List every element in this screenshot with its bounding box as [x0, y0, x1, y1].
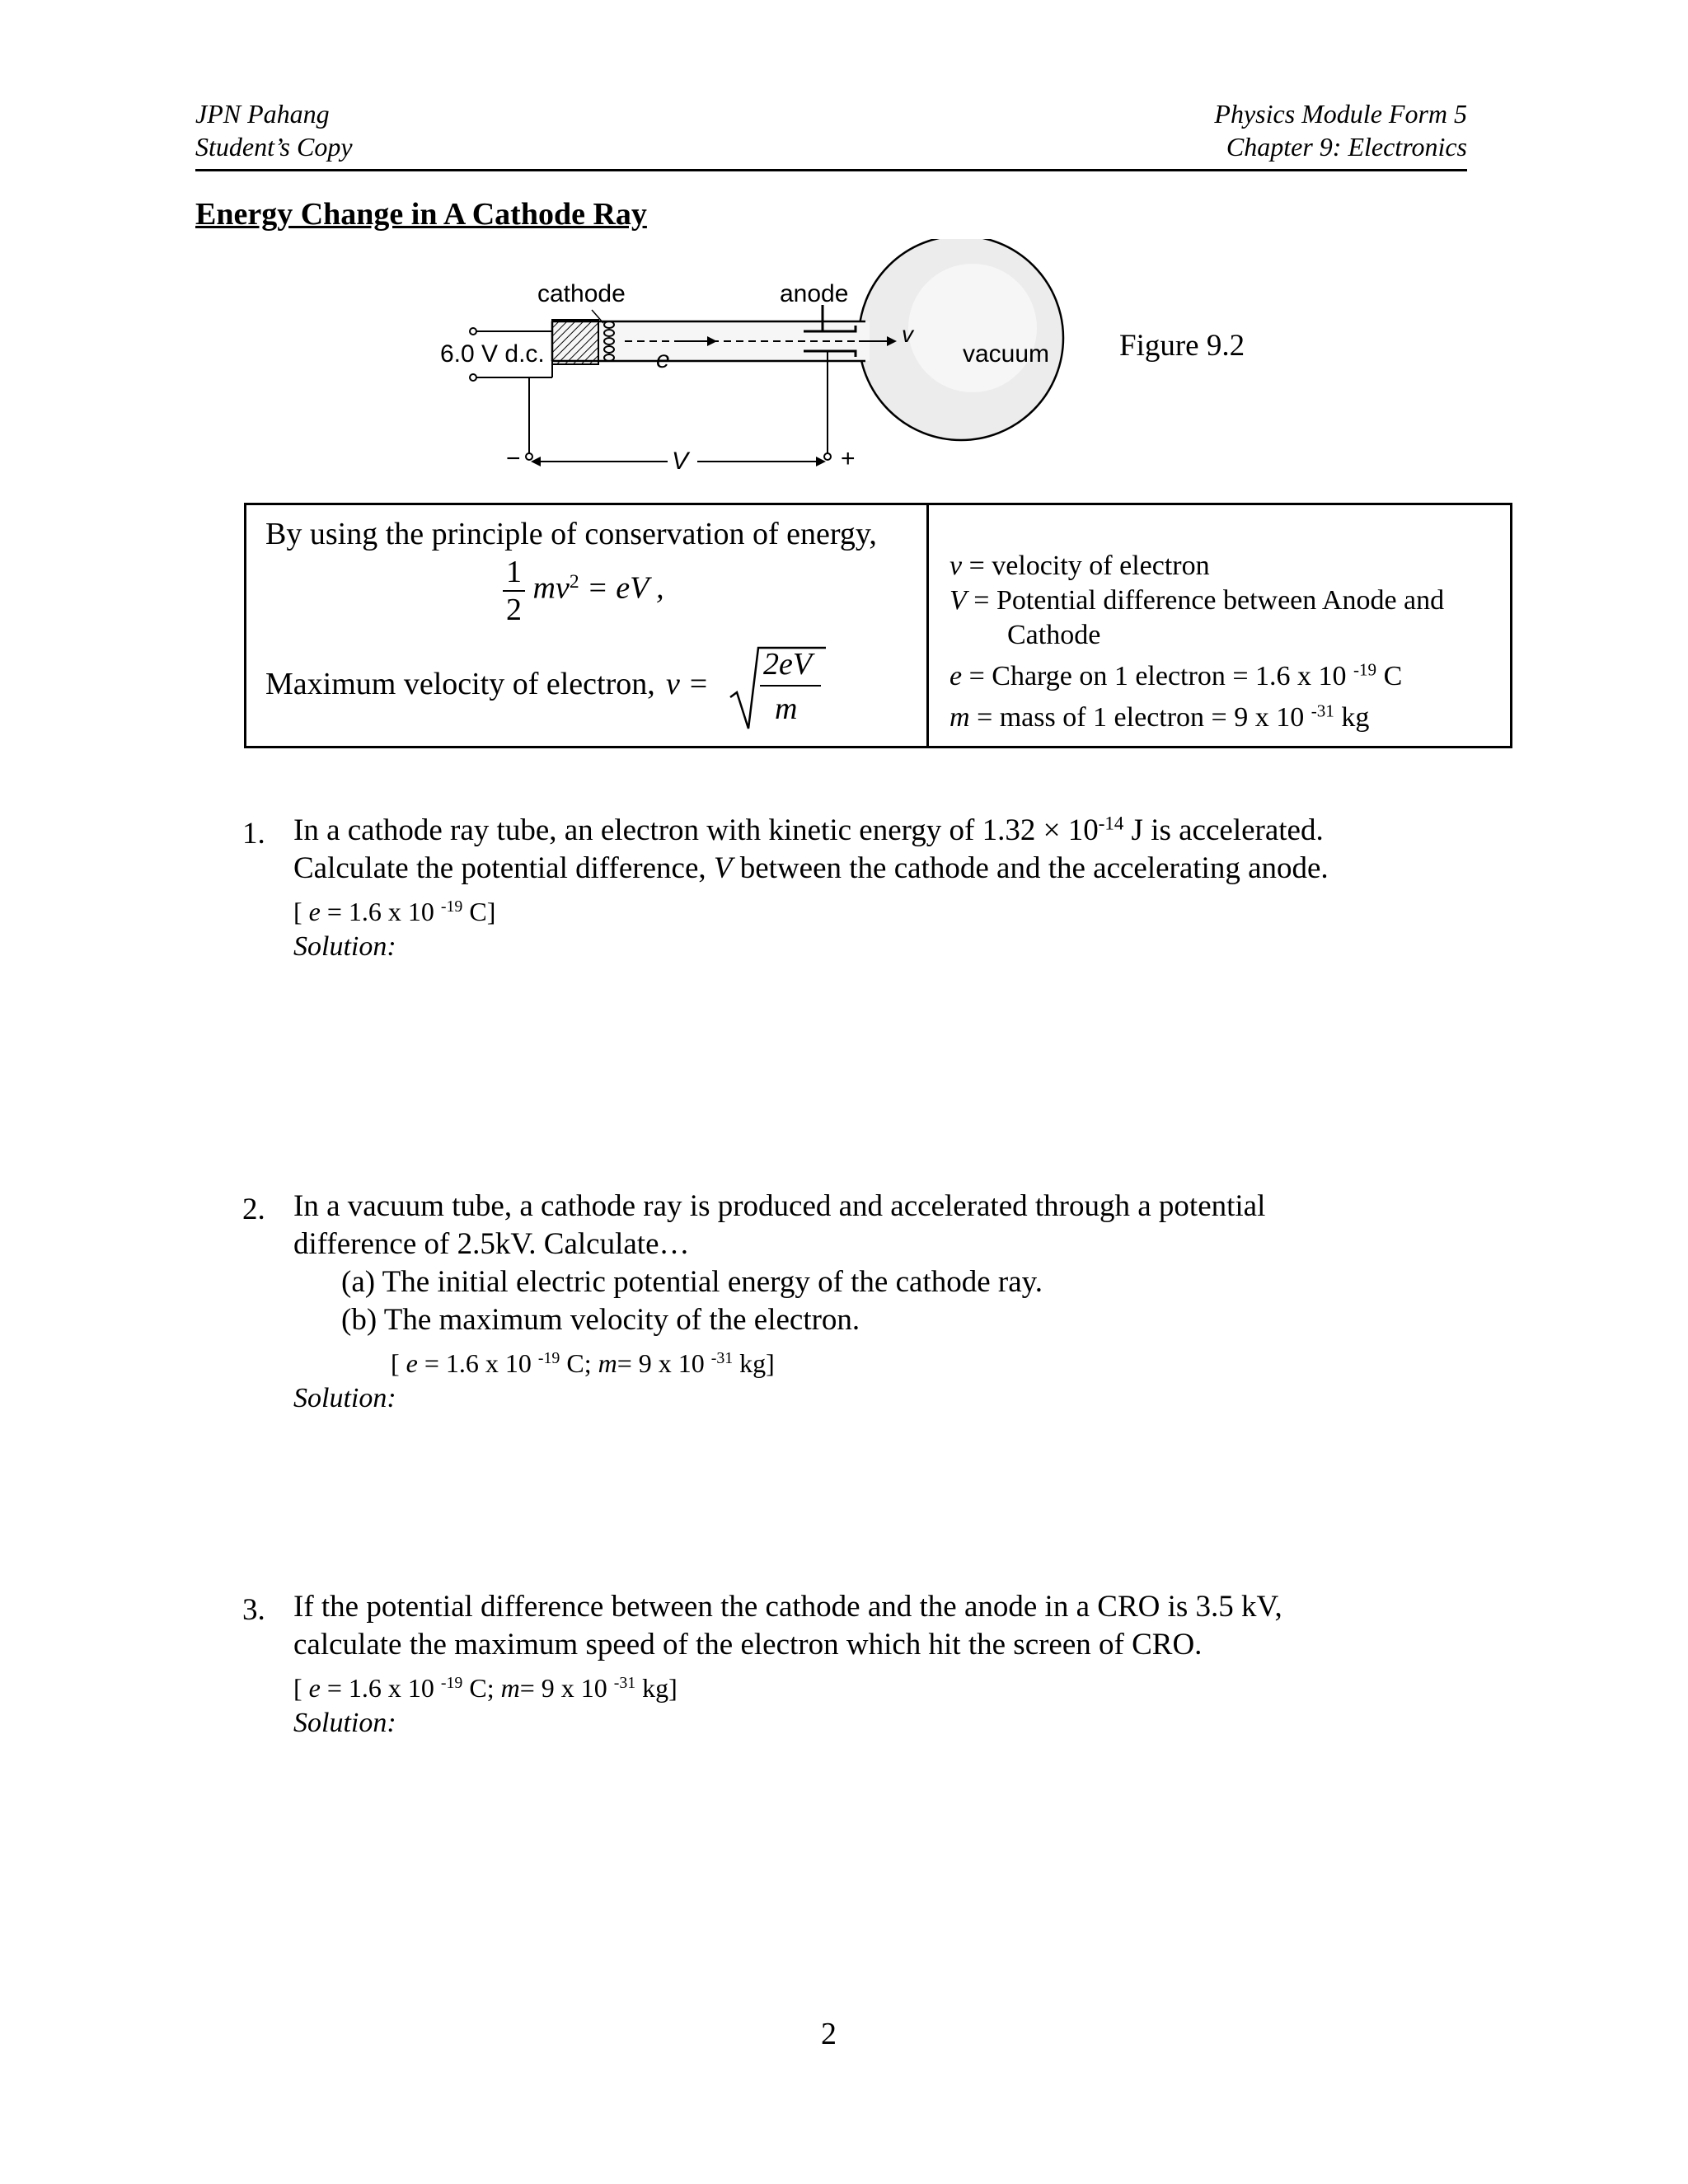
cathode-block: [552, 320, 598, 364]
half-fraction: $\frac{1}{2}$: [503, 554, 525, 628]
energy-equation: $\frac{1}{2}$ $mv^2$ = eV ,: [503, 554, 664, 628]
header-chapter: Chapter 9: Electronics: [1226, 132, 1467, 162]
def-velocity: v = velocity of electron: [950, 551, 1210, 581]
def-potential-difference: V = Potential difference between Anode and: [950, 585, 1445, 616]
sqrt-denominator: m: [775, 691, 798, 726]
max-velocity-text: Maximum velocity of electron,: [265, 667, 655, 701]
plus-terminal: +: [841, 445, 856, 472]
header-copy-type: Student’s Copy: [195, 132, 353, 162]
minus-terminal: −: [506, 445, 521, 472]
vacuum-label: vacuum: [963, 340, 1050, 368]
question-2-part-a: (a) The initial electric potential energy of the cathode ray.: [341, 1265, 1043, 1299]
formula-box-divider: [926, 503, 929, 748]
question-1-number: 1.: [242, 817, 265, 851]
question-3-line1: If the potential difference between the cathode and the anode in a CRO is 3.5 kV,: [293, 1590, 1282, 1624]
question-2-line2: difference of 2.5kV. Calculate…: [293, 1227, 690, 1261]
page-number: 2: [821, 2017, 837, 2051]
cathode-label: cathode: [537, 280, 626, 307]
section-title: Energy Change in A Cathode Ray: [195, 197, 647, 232]
header-divider: [195, 169, 1467, 171]
question-2-line1: In a vacuum tube, a cathode ray is produced and accelerated through a potential: [293, 1189, 1266, 1223]
anode-label: anode: [780, 280, 849, 307]
question-2-given: [ e = 1.6 x 10 $^{-19}$ C; m= 9 x 10 $^{-31}$ kg]: [391, 1348, 775, 1378]
v-equals: v =: [666, 667, 710, 701]
figure-label: Figure 9.2: [1119, 329, 1245, 363]
header-right: [1214, 97, 1467, 163]
question-3-line2: calculate the maximum speed of the electron which hit the screen of CRO.: [293, 1628, 1203, 1661]
electron-label: e: [656, 346, 670, 373]
header-module: Physics Module Form 5: [1214, 99, 1467, 129]
question-3-given: [ e = 1.6 x 10 $^{-19}$ C; m= 9 x 10 $^{-31}$ kg]: [293, 1673, 678, 1703]
pd-label: V: [672, 448, 689, 475]
question-2-number: 2.: [242, 1193, 265, 1226]
energy-conservation-intro: By using the principle of conservation of energy,: [265, 517, 877, 551]
velocity-label: v: [902, 321, 913, 347]
question-3-number: 3.: [242, 1593, 265, 1627]
question-3-solution-label: Solution:: [293, 1708, 396, 1738]
question-1-line1: In a cathode ray tube, an electron with kinetic energy of $1.32 \times 10^{-14}$ J is accelerated.: [293, 813, 1324, 847]
header-school: JPN Pahang: [195, 99, 330, 129]
question-2-part-b: (b) The maximum velocity of the electron.: [341, 1303, 860, 1337]
sqrt-numerator: 2eV: [763, 647, 813, 682]
header-left: [195, 97, 353, 163]
question-1-solution-label: Solution:: [293, 931, 396, 962]
def-charge: e = Charge on 1 electron = 1.6 x 10 $^{-19}$ C: [950, 659, 1403, 691]
supply-label: 6.0 V d.c.: [440, 340, 545, 368]
question-2-solution-label: Solution:: [293, 1383, 396, 1413]
def-mass: m = mass of 1 electron = 9 x 10 $^{-31}$ kg: [950, 701, 1370, 733]
def-potential-difference-cont: Cathode: [1007, 620, 1101, 650]
question-1-given: [ e = 1.6 x 10 $^{-19}$ C]: [293, 897, 496, 926]
question-1-line2: Calculate the potential difference, V between the cathode and the accelerating anode.: [293, 851, 1329, 885]
